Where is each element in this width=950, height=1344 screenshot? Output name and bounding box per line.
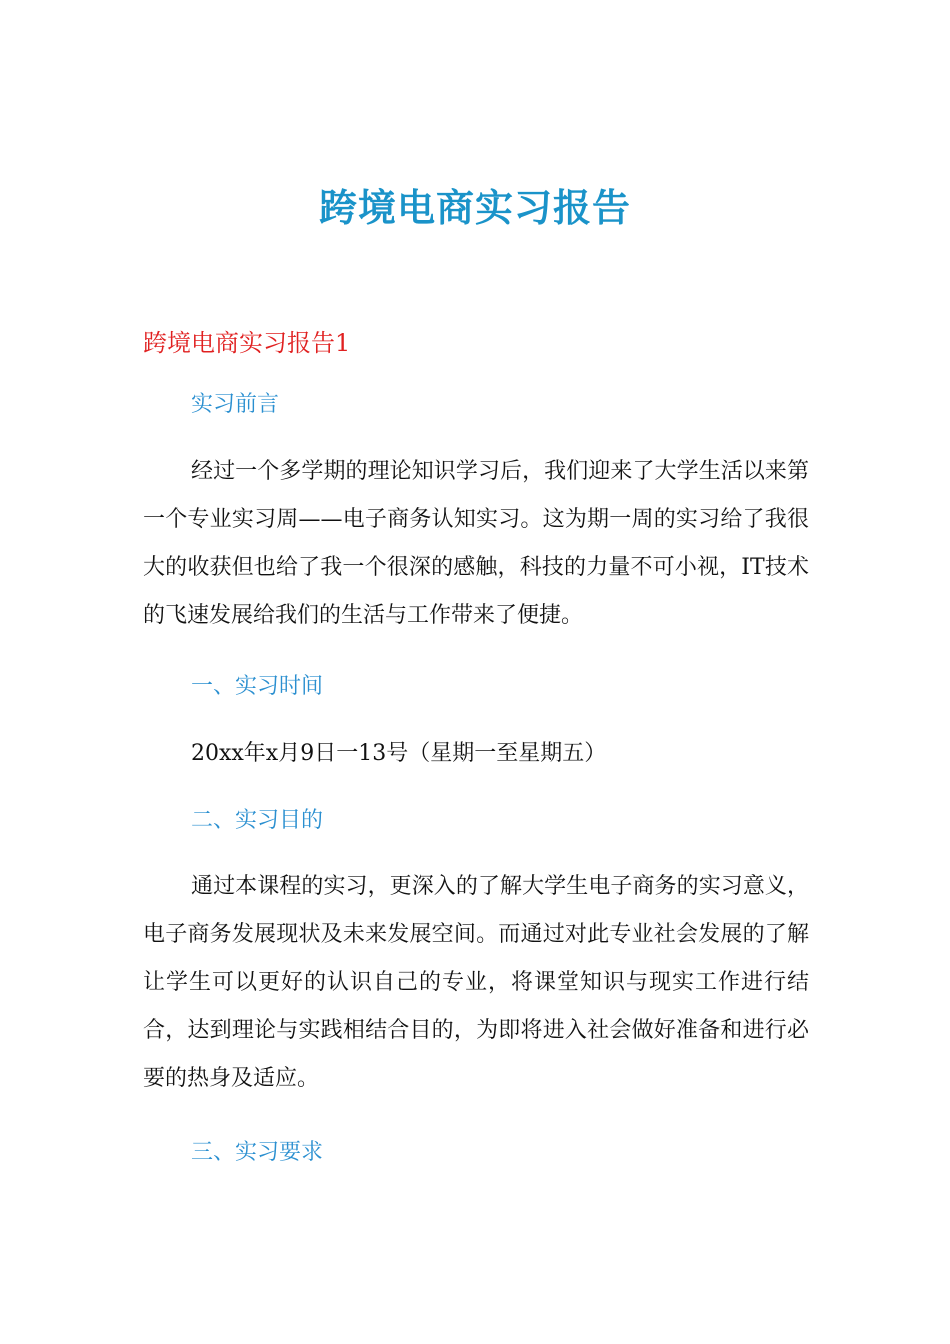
paragraph-time: 20xx年x月9日一13号（星期一至星期五）	[191, 741, 607, 766]
paragraph-purpose: 通过本课程的实习，更深入的了解大学生电子商务的实习意义，电子商务发展现状及未来发展空间。而通过对此专业社会发展的了解让学生可以更好的认识自己的专业，将课堂知识与现实工作进行结合，达到理论与实践相结合目的，为即将进入社会做好准备和进行必要的热身及适应。	[143, 874, 809, 1091]
report-heading: 跨境电商实习报告1	[143, 329, 351, 357]
section-heading-requirements: 三、实习要求	[191, 1140, 324, 1165]
paragraph-preface: 经过一个多学期的理论知识学习后，我们迎来了大学生活以来第一个专业实习周——电子商务认知实习。这为期一周的实习给了我很大的收获但也给了我一个很深的感触，科技的力量不可小视，IT技术的飞速发展给我们的生活与工作带来了便捷。	[143, 459, 809, 628]
section-heading-purpose: 二、实习目的	[191, 808, 324, 833]
section-heading-preface: 实习前言	[191, 392, 280, 417]
section-heading-time: 一、实习时间	[191, 674, 324, 699]
page-title: 跨境电商实习报告	[318, 186, 631, 230]
